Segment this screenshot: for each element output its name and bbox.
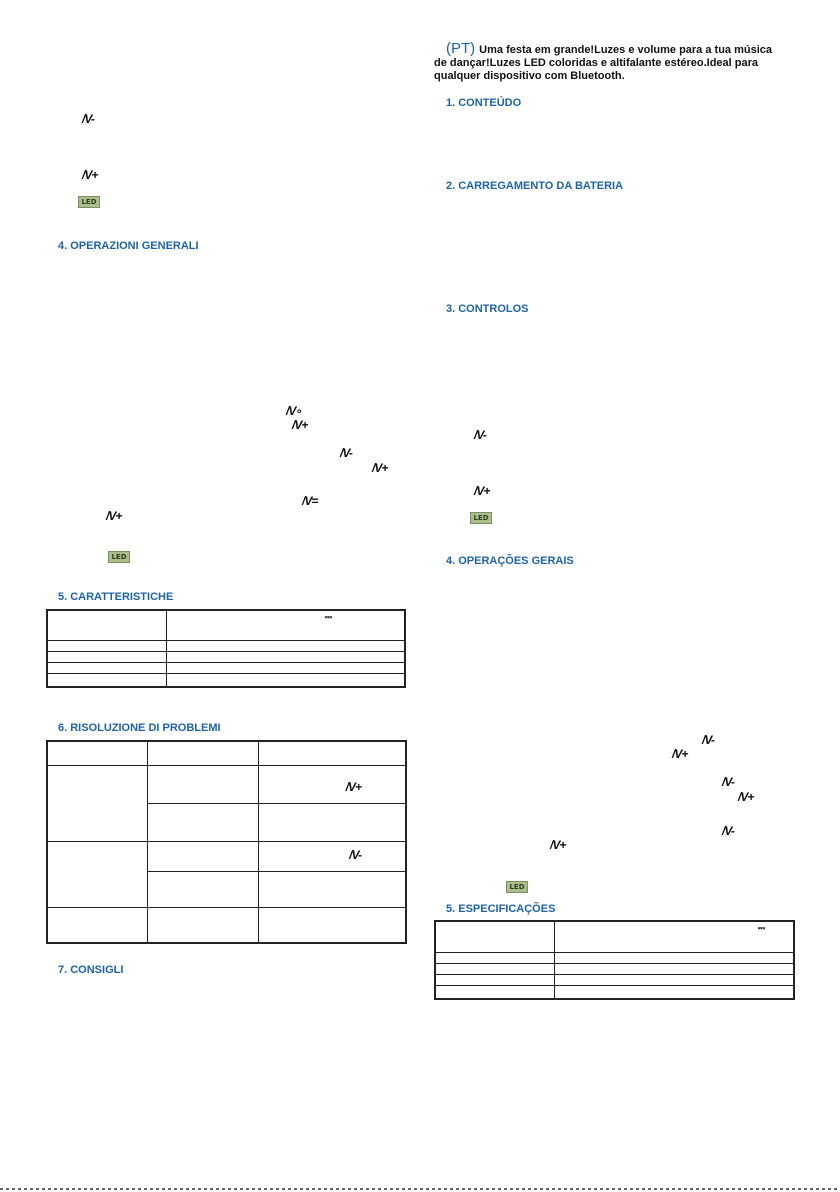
table-cell bbox=[148, 907, 259, 943]
vol-minus-icon: /V- bbox=[349, 847, 361, 862]
table-cell bbox=[148, 871, 259, 907]
vol-minus-icon: /V∘ bbox=[286, 404, 302, 418]
vol-minus-icon: /V- bbox=[340, 446, 352, 460]
table-cell bbox=[47, 651, 167, 662]
vol-plus-icon: /V+ bbox=[474, 484, 490, 498]
section-heading-caratteristiche: 5. CARATTERISTICHE bbox=[58, 591, 174, 603]
table-cell bbox=[435, 974, 555, 985]
section-heading-operacoes: 4. OPERAÇÕES GERAIS bbox=[446, 555, 574, 567]
section-heading-conteudo: 1. CONTEÚDO bbox=[446, 97, 522, 109]
vol-minus-icon: /V= bbox=[302, 494, 318, 508]
table-cell bbox=[259, 907, 407, 943]
table-cell bbox=[47, 907, 148, 943]
table-cell bbox=[259, 841, 407, 871]
vol-minus-icon: /V- bbox=[702, 733, 714, 747]
section-heading-especificacoes: 5. ESPECIFICAÇÕES bbox=[446, 903, 556, 915]
table-cell bbox=[555, 963, 795, 974]
table-cell bbox=[148, 741, 259, 765]
table-cell bbox=[555, 952, 795, 963]
vol-plus-icon: /V+ bbox=[372, 461, 388, 475]
section-heading-controlos: 3. CONTROLOS bbox=[446, 303, 529, 315]
vol-plus-icon: /V+ bbox=[106, 509, 122, 523]
vol-plus-icon: /V+ bbox=[550, 838, 566, 852]
table-cell bbox=[167, 662, 406, 673]
table-cell bbox=[555, 974, 795, 985]
table-cell bbox=[47, 610, 167, 640]
section-heading-operazioni: 4. OPERAZIONI GENERALI bbox=[58, 240, 199, 252]
section-heading-carregamento: 2. CARREGAMENTO DA BATERIA bbox=[446, 180, 624, 192]
troubleshooting-table bbox=[46, 740, 407, 944]
intro-line: qualquer dispositivo com Bluetooth. bbox=[434, 70, 625, 82]
table-cell bbox=[167, 610, 406, 640]
table-cell bbox=[435, 952, 555, 963]
intro-line: de dançar!Luzes LED coloridas e altifalante estéreo.Ideal para bbox=[434, 57, 759, 69]
vol-plus-icon: /V+ bbox=[738, 790, 754, 804]
table-cell bbox=[167, 651, 406, 662]
led-icon: LED bbox=[108, 551, 130, 563]
spec-table bbox=[434, 920, 795, 1000]
table-cell bbox=[259, 741, 407, 765]
table-cell bbox=[47, 662, 167, 673]
table-cell bbox=[148, 841, 259, 871]
vol-plus-icon: /V+ bbox=[292, 418, 308, 432]
intro-line: Uma festa em grande!Luzes e volume para a tua música bbox=[479, 44, 772, 56]
table-cell bbox=[555, 985, 795, 999]
section-heading-risoluzione: 6. RISOLUZIONE DI PROBLEMI bbox=[58, 722, 221, 734]
dc-symbol-icon: ⎓ bbox=[757, 923, 765, 933]
page-bottom-divider bbox=[0, 1188, 840, 1190]
table-cell bbox=[259, 803, 407, 841]
table-cell bbox=[47, 765, 148, 841]
vol-minus-icon: /V- bbox=[722, 824, 734, 838]
vol-plus-icon: /V+ bbox=[345, 779, 361, 794]
table-cell bbox=[47, 841, 148, 907]
vol-plus-icon: /V+ bbox=[82, 168, 98, 182]
dc-symbol-icon: ⎓ bbox=[324, 612, 332, 622]
section-heading-consigli: 7. CONSIGLI bbox=[58, 964, 124, 976]
table-cell bbox=[47, 640, 167, 651]
table-cell bbox=[148, 803, 259, 841]
vol-minus-icon: /V- bbox=[722, 775, 734, 789]
led-icon: LED bbox=[506, 881, 528, 893]
table-cell bbox=[47, 741, 148, 765]
vol-plus-icon: /V+ bbox=[672, 747, 688, 761]
table-cell bbox=[167, 640, 406, 651]
table-cell bbox=[47, 673, 167, 687]
led-icon: LED bbox=[470, 512, 492, 524]
spec-table bbox=[46, 609, 406, 688]
table-cell bbox=[167, 673, 406, 687]
language-tag: (PT) bbox=[446, 40, 476, 57]
table-cell bbox=[259, 765, 407, 803]
intro-paragraph bbox=[434, 42, 814, 83]
vol-minus-icon: /V- bbox=[474, 428, 486, 442]
led-icon: LED bbox=[78, 196, 100, 208]
table-cell bbox=[435, 921, 555, 952]
table-cell bbox=[555, 921, 795, 952]
table-cell bbox=[259, 871, 407, 907]
vol-minus-icon: /V- bbox=[82, 112, 94, 126]
table-cell bbox=[435, 963, 555, 974]
table-cell bbox=[435, 985, 555, 999]
table-cell bbox=[148, 765, 259, 803]
